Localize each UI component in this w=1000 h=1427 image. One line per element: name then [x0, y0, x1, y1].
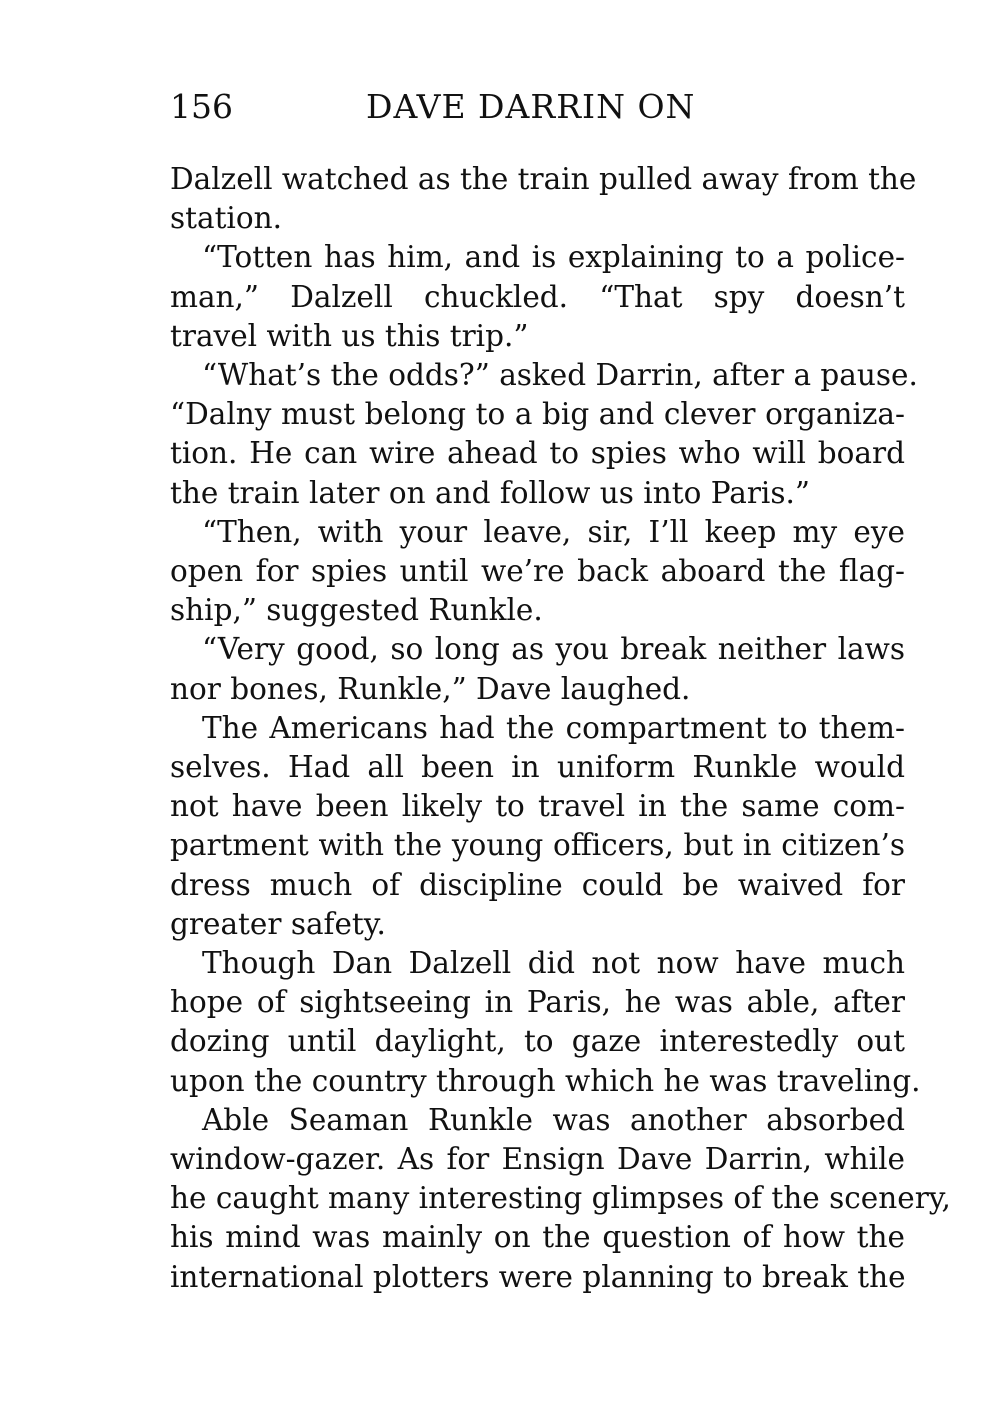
- text-line: international plotters were planning to break the: [170, 1259, 906, 1294]
- paragraph: [170, 1101, 951, 1297]
- page-number: 156: [170, 87, 233, 126]
- text-line: selves. Had all been in uniform Runkle would: [170, 750, 905, 785]
- text-line: “Very good, so long as you break neither laws: [202, 632, 905, 667]
- text-line: The Americans had the compartment to them-: [202, 710, 905, 745]
- text-line: not have been likely to travel in the same com-: [170, 789, 905, 824]
- text-line: open for spies until we’re back aboard the flag-: [170, 554, 905, 589]
- text-line: dress much of discipline could be waived for: [170, 867, 905, 902]
- text-line: his mind was mainly on the question of how the: [170, 1220, 905, 1255]
- text-line: upon the country through which he was traveling.: [170, 1063, 921, 1098]
- text-line: window-gazer. As for Ensign Dave Darrin, while: [170, 1142, 905, 1177]
- text-line: “Totten has him, and is explaining to a police-: [202, 240, 905, 275]
- paragraph: [170, 630, 905, 708]
- body-text: [170, 160, 951, 1297]
- text-line: man,” Dalzell chuckled. “That spy doesn’t: [170, 279, 905, 314]
- text-line: nor bones, Runkle,” Dave laughed.: [170, 671, 691, 706]
- text-line: he caught many interesting glimpses of the scenery,: [170, 1181, 951, 1216]
- running-head: [170, 82, 910, 132]
- running-title: DAVE DARRIN ON: [366, 87, 696, 126]
- paragraph: [170, 709, 905, 944]
- text-line: the train later on and follow us into Paris.”: [170, 475, 810, 510]
- paragraph: [170, 238, 905, 356]
- text-line: dozing until daylight, to gaze interestedly out: [170, 1024, 905, 1059]
- text-line: “Dalny must belong to a big and clever organiza-: [170, 397, 905, 432]
- text-line: Though Dan Dalzell did not now have much: [202, 946, 905, 981]
- text-line: ship,” suggested Runkle.: [170, 593, 543, 628]
- paragraph: [170, 513, 905, 631]
- paragraph: [170, 160, 917, 238]
- text-line: “What’s the odds?” asked Darrin, after a pause.: [202, 358, 918, 393]
- text-line: tion. He can wire ahead to spies who will board: [170, 436, 905, 471]
- text-line: hope of sightseeing in Paris, he was able, after: [170, 985, 905, 1020]
- text-line: Able Seaman Runkle was another absorbed: [202, 1102, 905, 1137]
- text-line: greater safety.: [170, 906, 386, 941]
- paragraph: [170, 944, 921, 1101]
- text-line: partment with the young officers, but in citizen’s: [170, 828, 905, 863]
- text-line: Dalzell watched as the train pulled away from the: [170, 162, 917, 196]
- paragraph: [170, 356, 918, 513]
- text-line: station.: [170, 201, 283, 236]
- text-line: travel with us this trip.”: [170, 318, 529, 353]
- text-line: “Then, with your leave, sir, I’ll keep my eye: [202, 514, 905, 549]
